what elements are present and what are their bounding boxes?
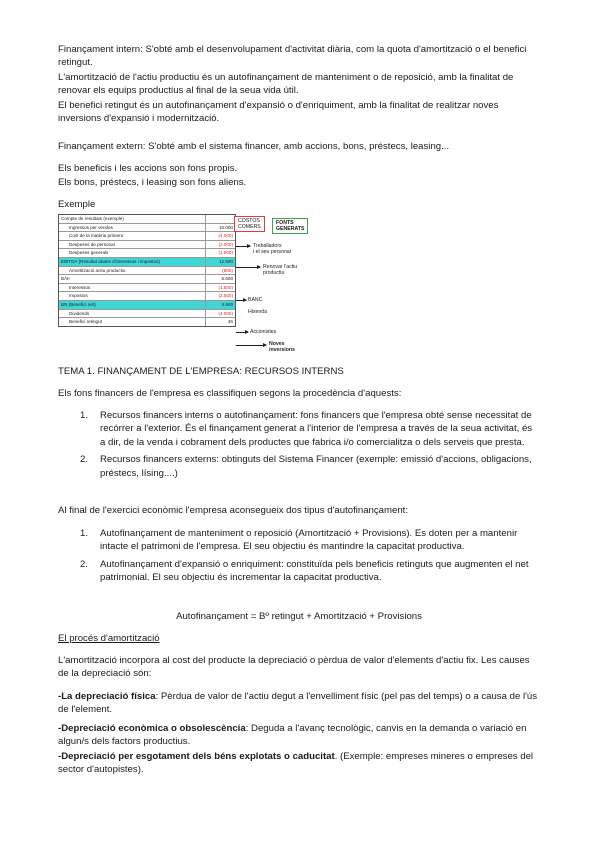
cause-economic: -Depreciació econòmica o obsolescència: Deguda a l'avanç tecnològic, canvis en la demanda o variació en algun/s dels factors productius. <box>58 723 527 748</box>
annotation-bank: BANC <box>248 297 263 303</box>
annotation-workers: Treballadors i el seu personal <box>253 243 291 255</box>
table-cell-label: EBITDA (Resultat abans d'interessos i impostos) <box>61 258 160 264</box>
table-cell-label: Amortització actiu productiu <box>69 267 126 273</box>
paragraph-self-financing-types: Al final de l'exercici econòmic l'empresa aconsegueix dos tipus d'autofinançament: <box>58 505 408 516</box>
paragraph-internal-financing: Finançament intern: S'obté amb el desenvolupament d'activitat diària, com la quota d'amortització o el benefici retingut. <box>58 44 527 69</box>
table-row <box>59 301 235 310</box>
list-item: 1. Autofinançament de manteniment o reposició (Amortització + Provisions). Es doten per a mantenir intacte el patrimoni de l'empresa. El seu objectiu és mantindre la capacitat productiva. <box>80 528 518 553</box>
table-row <box>59 258 235 267</box>
paragraph-fund-classification: Els fons financers de l'empresa es classifiquen segons la procedència d'aquests: <box>58 388 402 399</box>
table-cell-label: Cost de la matèria primera <box>69 233 124 239</box>
formula: Autofinançament = Bº retingut + Amortització + Provisions <box>176 611 422 622</box>
table-row <box>59 241 235 250</box>
paragraph-external-funds: Els bons, préstecs, i leasing son fons aliens. <box>58 177 247 188</box>
table-row <box>59 318 235 326</box>
list-self-financing <box>58 527 540 589</box>
annotation-shareholders: Accionistes <box>250 329 277 335</box>
table-row <box>59 249 235 258</box>
costs-box: COSTOS COMERS <box>234 216 265 232</box>
section-title: TEMA 1. FINANÇAMENT DE L'EMPRESA: RECURSOS INTERNS <box>58 366 344 377</box>
table-cell-label: Despeses de personal <box>69 241 115 247</box>
table-cell-label: Benefici retingut <box>69 319 102 325</box>
list-item: 2. Autofinançament d'expansió o enriquiment: constituïda pels beneficis retinguts que augmenten el net patrimonial. El seu objectiu és incrementar la capacitat productiva. <box>80 558 529 584</box>
table-cell-label: BN (Benefici net) <box>61 301 96 307</box>
table-row <box>59 215 235 224</box>
table-cell-value: 12.500 <box>218 258 233 264</box>
income-statement-table <box>58 214 236 327</box>
annotation-new-investments: Noves inversions <box>269 341 295 353</box>
list-item: 1. Recursos financers interns o autofinançament: fons financers que l'empresa obté sense necessitat de recórrer a l'exterior. És el finançament generat a l'interior de l'empresa a través de la seua activitat, és a dir, de la venda i cobrament dels productes que fabrica i/o comercialitza o dels serveis que presta. <box>80 410 533 448</box>
table-cell-label: Despeses generals <box>69 250 109 256</box>
amortization-heading: El procés d'amortització <box>58 633 160 644</box>
table-cell-value: (800) <box>222 267 233 273</box>
arrow-icon <box>236 267 260 268</box>
arrow-icon <box>236 246 250 247</box>
arrow-icon <box>236 300 246 301</box>
table-row <box>59 292 235 301</box>
table-cell-value: 5.500 <box>221 276 233 282</box>
paragraph-amortization: L'amortització de l'actiu productiu és un autofinançament de manteniment o de reposició, amb la finalitat de renovar els equips productius al final de la seua vida útil. <box>58 72 514 97</box>
table-cell-value: (2.000) <box>218 241 233 247</box>
table-cell-value: (4.000) <box>218 233 233 239</box>
table-row <box>59 232 235 241</box>
table-cell-label: Impostos <box>69 293 88 299</box>
cause-exhaustion: -Depreciació per esgotament dels béns explotats o caducitat. (Exemple: empreses mineres o empreses del sector d'autopistes). <box>58 751 534 776</box>
arrow-icon <box>236 332 248 333</box>
table-cell-label: BAII <box>61 276 70 282</box>
table-cell-value: (1.500) <box>218 284 233 290</box>
paragraph-retained-earnings: El benefici retingut és un autofinançament d'expansió o d'enriquiment, amb la finalitat de realitzar noves inversions d'expansió i modernització. <box>58 100 499 125</box>
table-cell-value: 4.900 <box>221 301 233 307</box>
paragraph-own-funds: Els beneficis i les accions son fons propis. <box>58 163 238 174</box>
column-divider <box>205 215 206 223</box>
paragraph-amortization-process: L'amortització incorpora al cost del producte la depreciació o pèrdua de valor d'elements d'actiu fix. Les causes de la depreciació són: <box>58 655 530 680</box>
annotation-renew: Renovar l'actiu productiu <box>263 264 298 276</box>
table-cell-value: (4.000) <box>218 310 233 316</box>
arrow-icon <box>236 345 266 346</box>
generated-funds-box: FONTS GENERATS <box>272 218 308 234</box>
table-cell-label: Interessos <box>69 284 91 290</box>
table-cell-value: 46 <box>227 319 233 325</box>
example-heading: Exemple <box>58 199 96 210</box>
annotation-tax-office: Hisenda <box>248 309 268 315</box>
table-cell-label: Compte de resultats (exemple) <box>61 216 124 221</box>
list-fund-sources <box>58 409 540 484</box>
table-cell-value: (1.500) <box>218 250 233 256</box>
cause-physical: -La depreciació física: Pèrdua de valor de l'actiu degut a l'envelliment físic (pel pas del temps) o a causa de l'ús de l'element. <box>58 691 538 716</box>
example-figure <box>58 214 378 354</box>
table-row <box>59 284 235 293</box>
table-cell-value: (2.000) <box>218 293 233 299</box>
table-row <box>59 224 235 233</box>
paragraph-external-financing: Finançament extern: S'obté amb el sistema financer, amb accions, bons, préstecs, leasing... <box>58 141 450 152</box>
table-cell-value: 10.000 <box>218 224 233 230</box>
list-item: 2. Recursos financers externs: obtinguts del Sistema Financer (exemple: emissió d'accions, obligacions, préstecs, lísing....) <box>80 454 532 479</box>
table-cell-label: Ingressos per vendes <box>69 224 113 230</box>
table-row <box>59 267 235 276</box>
table-cell-label: Dividends <box>69 310 90 316</box>
table-row <box>59 275 235 284</box>
table-row <box>59 310 235 319</box>
